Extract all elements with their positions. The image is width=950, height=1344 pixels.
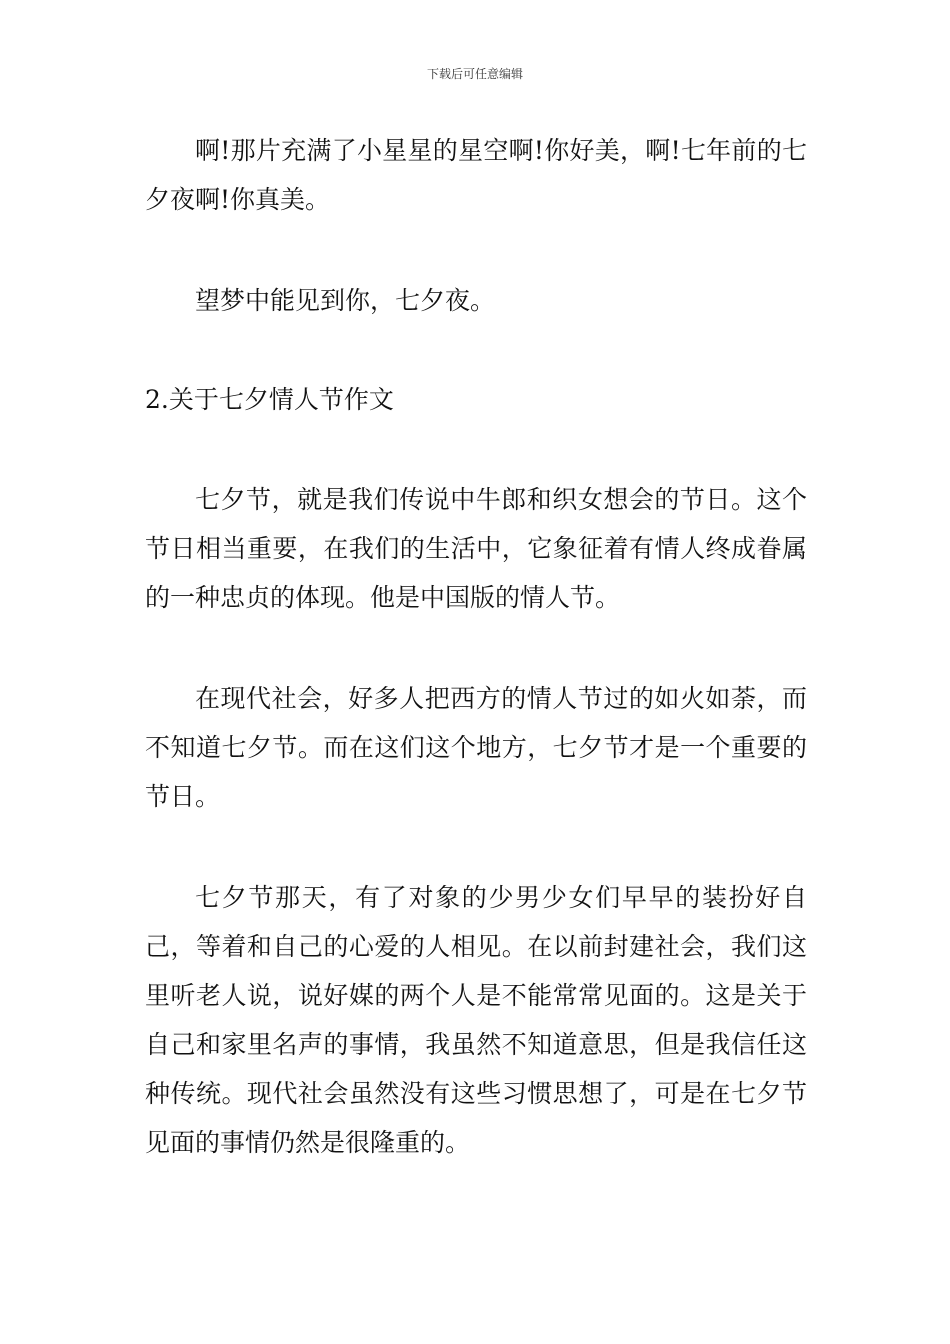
paragraph-dream: 望梦中能见到你，七夕夜。 bbox=[195, 286, 496, 315]
paragraph-qixi-day: 七夕节那天，有了对象的少男少女们早早的装扮好自己，等着和自己的心爱的人相见。在以前封建社会，我们这里听老人说，说好媒的两个人是不能常常见面的。这是关于自己和家里名声的事情，我虽然不知道意思，但是我信任这种传统。现代社会虽然没有这些习惯思想了，可是在七夕节见面的事情仍然是很隆重的。 bbox=[145, 883, 807, 1157]
section-heading: 2.关于七夕情人节作文 bbox=[145, 385, 394, 414]
paragraph-qixi-intro: 七夕节，就是我们传说中牛郎和织女想会的节日。这个节日相当重要，在我们的生活中，它象征着有情人终成眷属的一种忠贞的体现。他是中国版的情人节。 bbox=[145, 485, 807, 612]
paragraph-modern-society: 在现代社会，好多人把西方的情人节过的如火如荼，而不知道七夕节。而在这们这个地方，七夕节才是一个重要的节日。 bbox=[145, 684, 807, 811]
paragraph-starry-sky: 啊!那片充满了小星星的星空啊!你好美，啊!七年前的七夕夜啊!你真美。 bbox=[145, 136, 807, 214]
header-note: 下载后可任意编辑 bbox=[426, 67, 523, 81]
